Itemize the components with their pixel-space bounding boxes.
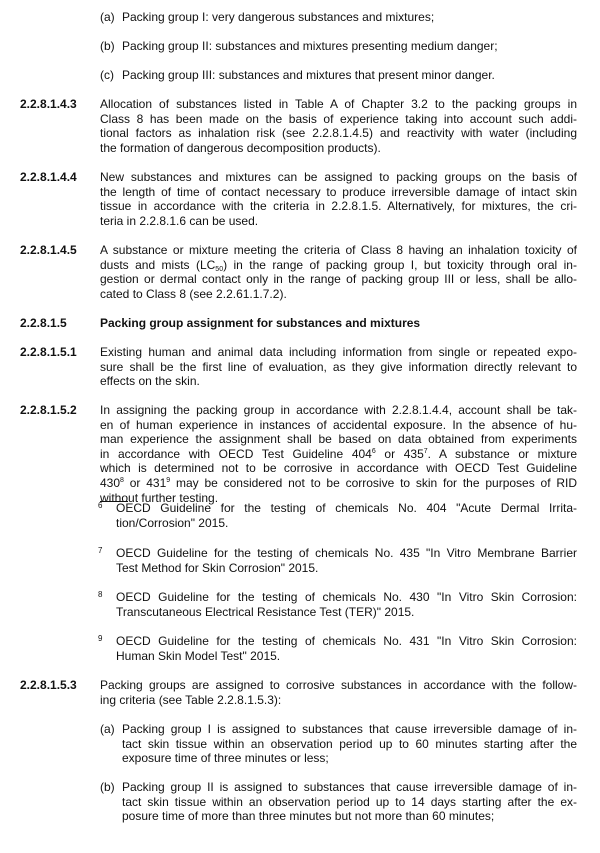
text-line <box>100 476 577 491</box>
text-body <box>122 39 577 54</box>
item-number: 2.2.8.1.4.3 <box>20 97 77 111</box>
text-body <box>122 722 577 766</box>
text-line: tional factors as inhalation risk (see 2.2.8.1.4.5) and reactivity with water (including <box>100 126 577 141</box>
item-number: (b) <box>100 780 115 794</box>
text-line: OECD Guideline for the testing of chemicals No. 404 "Acute Dermal Irrita- <box>116 501 577 515</box>
text-run: or 435 <box>375 446 424 461</box>
text-line: New substances and mixtures can be assigned to packing groups on the basis of <box>100 170 577 184</box>
text-run: in accordance with OECD Test Guideline 404 <box>100 446 372 461</box>
text-run: A substance or mixture meeting the criteria of Class 8 having an inhalation toxicity of <box>100 243 577 257</box>
text-line: without further testing. <box>100 490 219 505</box>
text-line: en of human experience in instances of accidental exposure. In the absence of hu- <box>100 417 577 432</box>
footnote-ref: 6 <box>371 447 376 455</box>
footnote-number: 9 <box>98 634 103 643</box>
footnote-ref: 9 <box>166 476 171 484</box>
footnote-number: 6 <box>98 501 103 510</box>
text-run: may be considered not to be corrosive to skin for the purposes of RID <box>170 475 578 490</box>
text-line: posure time of more than three minutes but not more than 60 minutes; <box>122 809 495 824</box>
text-line: sure shall be the first line of evaluation, as they give information directly relevant to <box>100 359 577 374</box>
text-line: teria in 2.2.8.1.6 can be used. <box>100 213 259 228</box>
text-body <box>100 345 577 389</box>
footnote-ref: 8 <box>120 476 124 484</box>
text-run: ) in the range of packing group I, but toxicity through oral in- <box>223 257 577 272</box>
text-line: Transcutaneous Electrical Resistance Test (TER)" 2015. <box>116 604 415 619</box>
text-run: or 431 <box>123 475 167 490</box>
item-number: (a) <box>100 10 115 24</box>
text-body <box>122 780 577 824</box>
text-line <box>100 258 577 273</box>
text-run: 430 <box>100 475 121 490</box>
text-line: Test Method for Skin Corrosion" 2015. <box>116 560 319 575</box>
text-line: Allocation of substances listed in Table A of Chapter 3.2 to the packing groups in <box>100 97 577 111</box>
text-body <box>122 10 577 25</box>
text-line: effects on the skin. <box>100 374 200 389</box>
text-line: ing criteria (see Table 2.2.8.1.5.3): <box>100 692 282 707</box>
text-line: tact skin tissue within an observation period up to 60 minutes starting after the <box>122 736 577 751</box>
text-body <box>116 590 577 619</box>
text-line: cated to Class 8 (see 2.2.61.1.7.2). <box>100 286 287 301</box>
text-body <box>100 316 577 331</box>
text-line: Class 8 has been made on the basis of experience taking into account such addi- <box>100 111 577 126</box>
text-line: Packing group assignment for substances and mixtures <box>100 316 421 330</box>
item-number: (c) <box>100 68 114 82</box>
text-line: gestion or dermal contact only in the range of packing group III or less, shall be allo- <box>100 272 577 287</box>
text-body <box>100 243 577 301</box>
text-line: OECD Guideline for the testing of chemicals No. 435 "In Vitro Membrane Barrier <box>116 546 577 560</box>
text-body <box>100 97 577 155</box>
text-body <box>116 501 577 530</box>
text-line: tissue in accordance with the criteria in 2.2.8.1.5. Alternatively, for mixtures, the cri- <box>100 199 577 214</box>
item-number: 2.2.8.1.4.5 <box>20 243 77 257</box>
item-number: 2.2.8.1.5.3 <box>20 678 77 692</box>
text-body <box>116 634 577 663</box>
text-line: man experience the assignment shall be based on data obtained from experiments <box>100 432 577 447</box>
text-body <box>116 546 577 575</box>
item-number: (a) <box>100 722 115 736</box>
item-number: 2.2.8.1.5 <box>20 316 67 330</box>
text-line: In assigning the packing group in accordance with 2.2.8.1.4.4, account shall be tak- <box>100 403 577 417</box>
text-line: Packing group I: very dangerous substances and mixtures; <box>122 10 435 24</box>
text-line: the length of time of contact necessary to produce irreversible damage of intact skin <box>100 184 577 199</box>
text-body <box>100 170 577 228</box>
text-body <box>100 403 577 505</box>
item-number: 2.2.8.1.5.2 <box>20 403 77 417</box>
text-run: . A substance or mixture <box>427 446 578 461</box>
text-line: Packing group III: substances and mixtures that present minor danger. <box>122 68 495 82</box>
text-line: Packing groups are assigned to corrosive substances in accordance with the follow- <box>100 678 577 692</box>
item-number: 2.2.8.1.5.1 <box>20 345 77 359</box>
text-line: Packing group II: substances and mixtures presenting medium danger; <box>122 39 498 53</box>
text-line: Human Skin Model Test" 2015. <box>116 648 281 663</box>
text-line: OECD Guideline for the testing of chemicals No. 431 "In Vitro Skin Corrosion: <box>116 634 577 648</box>
text-line: which is determined not to be corrosive in accordance with OECD Test Guideline <box>100 461 577 476</box>
text-line: tion/Corrosion" 2015. <box>116 515 229 530</box>
text-line: tact skin tissue within an observation period up to 14 days starting after the ex- <box>122 794 577 809</box>
text-line: Packing group II is assigned to substances that cause irreversible damage of in- <box>122 780 577 794</box>
text-line <box>100 243 577 258</box>
text-line: exposure time of three minutes or less; <box>122 751 329 766</box>
text-body <box>122 68 577 83</box>
item-number: 2.2.8.1.4.4 <box>20 170 77 184</box>
text-run: dusts and mists (LC <box>100 257 216 272</box>
text-line: the formation of dangerous decomposition products). <box>100 140 381 155</box>
footnote-ref: 7 <box>423 447 428 455</box>
text-line: OECD Guideline for the testing of chemicals No. 430 "In Vitro Skin Corrosion: <box>116 590 577 604</box>
footnote-number: 7 <box>98 546 103 555</box>
text-line <box>100 447 577 462</box>
text-line: Existing human and animal data including information from single or repeated expo- <box>100 345 577 359</box>
text-line: Packing group I is assigned to substances that cause irreversible damage of in- <box>122 722 577 736</box>
footnote-number: 8 <box>98 590 103 599</box>
item-number: (b) <box>100 39 115 53</box>
text-body <box>100 678 577 707</box>
subscript: 50 <box>215 265 224 273</box>
